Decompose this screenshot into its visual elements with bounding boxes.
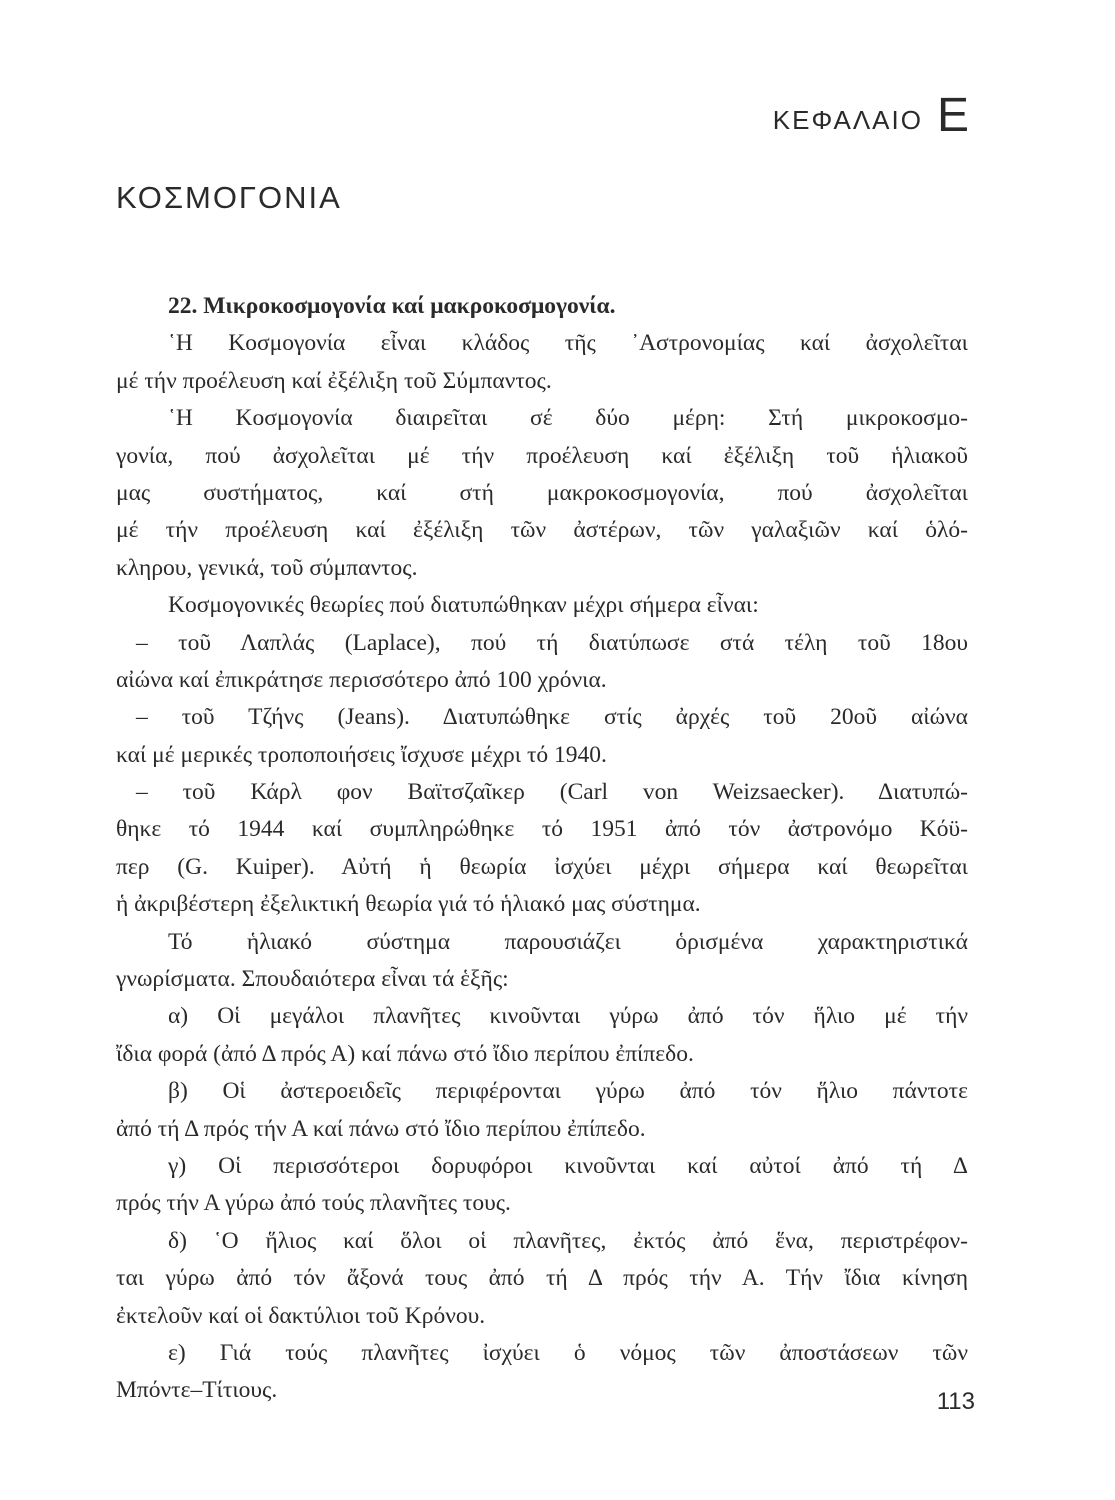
text-line: μέ τήν προέλευση καί ἐξέλιξη τῶν ἀστέρων, τῶν γαλαξιῶν καί ὁλό- xyxy=(116,517,968,544)
text-line: – τοῦ Λαπλάς (Laplace), πού τή διατύπωσε στά τέλη τοῦ 18ου xyxy=(136,629,968,656)
text-line: γονία, πού ἀσχολεῖται μέ τήν προέλευση καί ἐξέλιξη τοῦ ἡλιακοῦ xyxy=(116,442,968,469)
text-line: θηκε τό 1944 καί συμπληρώθηκε τό 1951 ἀπό τόν ἀστρονόμο Κόϋ- xyxy=(116,816,968,843)
page-number: 113 xyxy=(936,1388,975,1415)
chapter-letter: Ε xyxy=(936,89,969,142)
chapter-label xyxy=(773,88,969,143)
text-line: αἰώνα καί ἐπικράτησε περισσότερο ἀπό 100 χρόνια. xyxy=(116,666,607,693)
text-line: – τοῦ Κάρλ φον Βαϊτσζαῖκερ (Carl von Weizsaecker). Διατυπώ- xyxy=(136,779,968,806)
text-line: β) Οἱ ἀστεροειδεῖς περιφέρονται γύρω ἀπό τόν ἥλιο πάντοτε xyxy=(168,1078,968,1105)
text-line: Μπόντε–Τίτιους. xyxy=(116,1377,278,1404)
text-line: ἴδια φορά (ἀπό Δ πρός Α) καί πάνω στό ἴδιο περίπου ἐπίπεδο. xyxy=(116,1040,694,1067)
text-line: ἀπό τή Δ πρός τήν Α καί πάνω στό ἴδιο περίπου ἐπίπεδο. xyxy=(116,1115,646,1142)
text-line: – τοῦ Τζήνς (Jeans). Διατυπώθηκε στίς ἀρχές τοῦ 20οῦ αἰώνα xyxy=(136,704,968,731)
chapter-label-text: ΚΕΦΑΛΑΙΟ xyxy=(772,105,923,135)
text-line: ῾Η Κοσμογονία διαιρεῖται σέ δύο μέρη: Στή μικροκοσμο- xyxy=(168,405,968,432)
text-line: ἡ ἀκριβέστερη ἐξελικτική θεωρία γιά τό ἡλιακό μας σύστημα. xyxy=(116,891,701,918)
text-line: Τό ἡλιακό σύστημα παρουσιάζει ὁρισμένα χαρακτηριστικά xyxy=(168,928,968,955)
text-line: δ) ῾Ο ἥλιος καί ὅλοι οἱ πλανῆτες, ἐκτός ἀπό ἕνα, περιστρέφον- xyxy=(168,1227,968,1254)
chapter-title: ΚΟΣΜΟΓΟΝΙΑ xyxy=(116,180,342,215)
text-line: περ (G. Kuiper). Αὐτή ἡ θεωρία ἰσχύει μέχρι σήμερα καί θεωρεῖται xyxy=(116,853,968,880)
section-heading: 22. Μικροκοσμογονία καί μακροκοσμογονία. xyxy=(168,293,616,319)
text-line: ἐκτελοῦν καί οἱ δακτύλιοι τοῦ Κρόνου. xyxy=(116,1302,486,1329)
text-line: ῾Η Κοσμογονία εἶναι κλάδος τῆς ᾿Αστρονομίας καί ἀσχολεῖται xyxy=(168,330,968,357)
text-line: κληρου, γενικά, τοῦ σύμπαντος. xyxy=(116,554,418,581)
text-line: μέ τήν προέλευση καί ἐξέλιξη τοῦ Σύμπαντος. xyxy=(116,367,552,394)
text-line: ε) Γιά τούς πλανῆτες ἰσχύει ὁ νόμος τῶν ἀποστάσεων τῶν xyxy=(168,1339,968,1366)
text-line: μας συστήματος, καί στή μακροκοσμογονία, πού ἀσχολεῖται xyxy=(116,479,968,506)
text-line: ται γύρω ἀπό τόν ἄξονά τους ἀπό τή Δ πρός τήν Α. Τήν ἴδια κίνηση xyxy=(116,1265,968,1292)
text-line: γ) Οἱ περισσότεροι δορυφόροι κινοῦνται καί αὐτοί ἀπό τή Δ xyxy=(168,1152,968,1179)
text-line: α) Οἱ μεγάλοι πλανῆτες κινοῦνται γύρω ἀπό τόν ἥλιο μέ τήν xyxy=(168,1003,968,1030)
body-text xyxy=(116,288,968,1410)
text-line: καί μέ μερικές τροποποιήσεις ἴσχυσε μέχρι τό 1940. xyxy=(116,741,607,768)
text-line: γνωρίσματα. Σπουδαιότερα εἶναι τά ἑξῆς: xyxy=(116,966,509,993)
text-line: Κοσμογονικές θεωρίες πού διατυπώθηκαν μέχρι σήμερα εἶναι: xyxy=(168,592,759,619)
text-line: πρός τήν Α γύρω ἀπό τούς πλανῆτες τους. xyxy=(116,1190,511,1217)
